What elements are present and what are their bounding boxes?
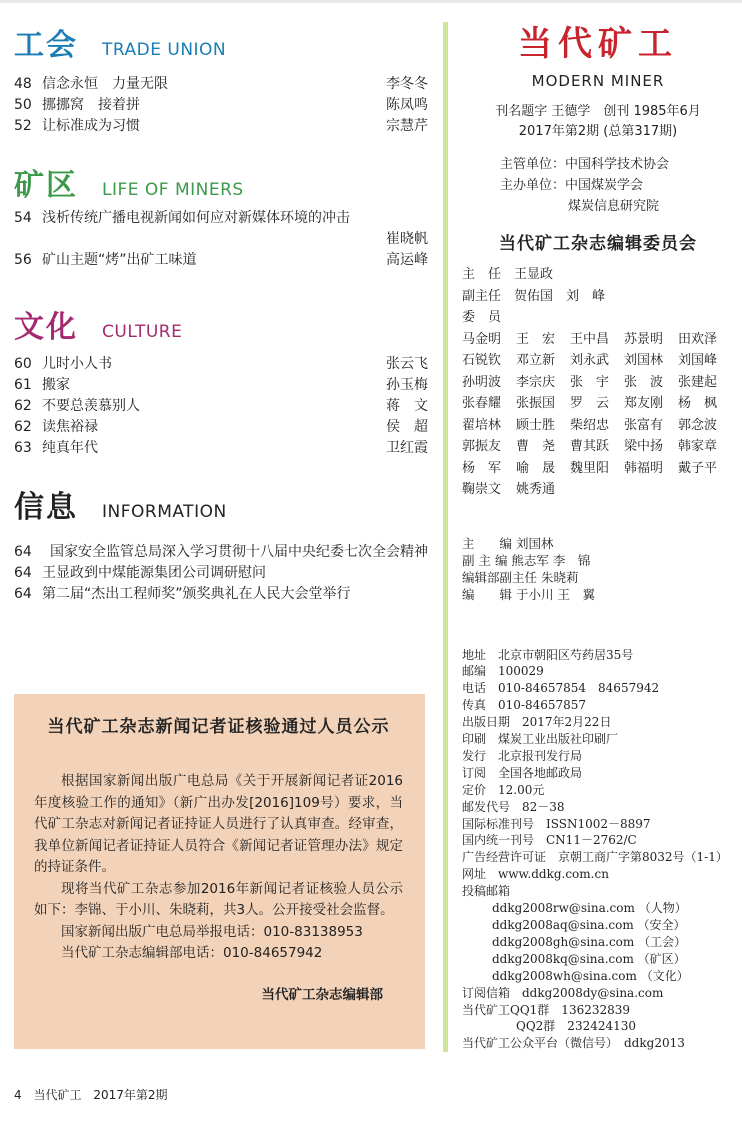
editors-list bbox=[462, 535, 734, 603]
board-member: 曹其跃 bbox=[570, 439, 610, 454]
footer-magazine-name: 当代矿工 bbox=[33, 1088, 82, 1102]
notice-hotline: 国家新闻出版广电总局举报电话：010-83138953 bbox=[61, 923, 363, 940]
board-member: 田欢泽 bbox=[678, 331, 718, 347]
page-number: 64 bbox=[14, 586, 32, 602]
editorial-board bbox=[462, 264, 734, 501]
contact-info bbox=[462, 647, 734, 1053]
board-member: 张春耀 bbox=[462, 396, 502, 411]
board-member: 邓立新 bbox=[516, 353, 556, 368]
board-member: 姚秀通 bbox=[516, 482, 556, 497]
section-title-cn: 文化 bbox=[14, 310, 78, 345]
article-title: 王显政到中煤能源集团公司调研慰问 bbox=[42, 565, 266, 581]
masthead-column bbox=[462, 22, 734, 1052]
board-member: 曹 尧 bbox=[516, 439, 556, 454]
board-member: 马金明 bbox=[462, 331, 502, 347]
board-member: 郭振友 bbox=[462, 439, 502, 454]
article-title: 搬家 bbox=[42, 377, 70, 393]
section-trade-union bbox=[14, 20, 428, 160]
notice-phone: 当代矿工杂志编辑部电话：010-84657942 bbox=[61, 945, 323, 961]
page-number: 61 bbox=[14, 377, 32, 393]
page-number: 50 bbox=[14, 97, 32, 113]
article-title: 纯真年代 bbox=[42, 440, 98, 456]
board-member: 韩家章 bbox=[678, 439, 718, 454]
board-members bbox=[462, 329, 734, 501]
section-culture bbox=[14, 302, 428, 482]
author: 侯 超 bbox=[386, 419, 428, 435]
board-member: 戴子平 bbox=[678, 460, 718, 476]
notice-paragraph-1: 根据国家新闻出版广电总局《关于开展新闻记者证2016年度核验工作的通知》（新广出办发[2016]109号）要求，当代矿工杂志对新闻记者证持证人员进行了认真审查。经审查，我单位新闻记者证持证人员符合《新闻记者证管理办法》规定的持证条件。 bbox=[34, 773, 403, 875]
board-member: 郑友刚 bbox=[624, 396, 664, 411]
contact-line: 印刷 煤炭工业出版社印刷厂 bbox=[462, 732, 619, 747]
editors: 编 辑 于小川 王 翼 bbox=[462, 586, 595, 602]
founding-info: 刊名题字 王德学 创刊 1985年6月 bbox=[495, 104, 701, 119]
toc-entry[interactable] bbox=[14, 250, 428, 271]
toc-entry[interactable] bbox=[14, 417, 428, 438]
article-title: 国家安全监管总局深入学习贯彻十八届中央纪委七次全会精神 bbox=[50, 544, 428, 560]
board-member: 喻 晟 bbox=[516, 460, 556, 476]
board-vice: 副主任 贺佑国 刘 峰 bbox=[462, 288, 606, 304]
contact-line: 定价 12.00元 bbox=[462, 782, 545, 797]
submission-email[interactable]: ddkg2008rw@sina.com （人物） bbox=[492, 901, 687, 916]
contact-line: 地址 北京市朝阳区芍药居35号 bbox=[462, 647, 634, 662]
magazine-logo: 当代矿工 bbox=[518, 24, 678, 64]
top-rule bbox=[0, 0, 742, 3]
page-number: 48 bbox=[14, 76, 32, 92]
board-member: 魏里阳 bbox=[570, 460, 610, 476]
author: 宗慧芹 bbox=[386, 118, 428, 134]
contact-line: 广告经营许可证 京朝工商广字第8032号（1-1） bbox=[462, 850, 728, 865]
contact-line: 订阅 全国各地邮政局 bbox=[462, 765, 583, 780]
article-title: 挪挪窝 接着拼 bbox=[42, 97, 140, 113]
contact-line: 电话 010-84657854 84657942 bbox=[462, 681, 660, 696]
section-title-en: INFORMATION bbox=[102, 502, 227, 522]
board-member: 苏景明 bbox=[624, 331, 664, 347]
board-member: 柴绍忠 bbox=[570, 417, 610, 433]
submission-email[interactable]: ddkg2008kq@sina.com （矿区） bbox=[492, 951, 686, 966]
board-member: 梁中扬 bbox=[624, 439, 664, 454]
table-of-contents bbox=[14, 20, 428, 642]
toc-entry-author bbox=[14, 229, 428, 250]
section-title-cn: 工会 bbox=[14, 28, 78, 63]
board-member: 翟培林 bbox=[462, 417, 502, 433]
contact-line: 邮发代号 82－38 bbox=[462, 799, 565, 814]
article-title: 矿山主题“烤”出矿工味道 bbox=[42, 252, 197, 268]
notice-paragraph-2: 现将当代矿工杂志参加2016年新闻记者证核验人员公示如下：李锦、于小川、朱晓莉，共3人。公开接受社会监督。 bbox=[34, 880, 403, 918]
toc-entry[interactable] bbox=[14, 584, 428, 605]
contact-line: 出版日期 2017年2月22日 bbox=[462, 715, 612, 730]
column-divider bbox=[443, 22, 448, 1052]
article-title: 第二届“杰出工程师奖”颁奖典礼在人民大会堂举行 bbox=[42, 586, 351, 602]
page-number: 52 bbox=[14, 118, 32, 134]
office-director: 编辑部副主任 朱晓莉 bbox=[462, 569, 579, 585]
notice-title: 当代矿工杂志新闻记者证核验通过人员公示 bbox=[47, 717, 390, 737]
article-title: 读焦裕禄 bbox=[42, 419, 98, 435]
author: 崔晓帆 bbox=[386, 231, 428, 247]
author: 高运峰 bbox=[386, 252, 428, 268]
page-number: 64 bbox=[14, 565, 32, 581]
author: 蒋 文 bbox=[386, 398, 428, 414]
subscription-email[interactable]: 订阅信箱 ddkg2008dy@sina.com bbox=[462, 985, 664, 1000]
article-title: 让标准成为习惯 bbox=[42, 118, 140, 134]
section-title-en: TRADE UNION bbox=[102, 40, 227, 60]
board-members-label: 委 员 bbox=[462, 310, 502, 325]
author: 卫红霞 bbox=[386, 440, 428, 456]
board-member: 郭念波 bbox=[678, 417, 718, 433]
page-number: 54 bbox=[14, 210, 32, 226]
submission-email[interactable]: ddkg2008gh@sina.com （工会） bbox=[492, 934, 687, 949]
toc-entry[interactable] bbox=[14, 542, 428, 563]
board-member: 李宗庆 bbox=[516, 374, 556, 390]
sponsor-supervisor: 主管单位：中国科学技术协会 bbox=[500, 157, 670, 172]
board-member: 刘国林 bbox=[624, 353, 664, 368]
board-member: 鞠崇文 bbox=[462, 482, 502, 497]
contact-line: 国内统一刊号 CN11－2762/C bbox=[462, 833, 637, 848]
board-director: 主 任 王显政 bbox=[462, 267, 554, 282]
contact-line[interactable]: 网址 www.ddkg.com.cn bbox=[462, 867, 609, 882]
page-number: 62 bbox=[14, 398, 32, 414]
board-member: 刘永武 bbox=[570, 353, 610, 368]
author: 陈凤鸣 bbox=[386, 97, 428, 113]
toc-entry[interactable] bbox=[14, 74, 428, 95]
toc-entry[interactable] bbox=[14, 116, 428, 137]
board-member: 王 宏 bbox=[516, 331, 556, 347]
wechat-account: 当代矿工公众平台（微信号） ddkg2013 bbox=[462, 1036, 685, 1051]
board-member: 张 宇 bbox=[570, 374, 610, 390]
board-member: 顾士胜 bbox=[516, 417, 556, 433]
sponsor-organizer-2: 煤炭信息研究院 bbox=[568, 199, 660, 214]
page-number: 60 bbox=[14, 356, 32, 372]
board-member: 罗 云 bbox=[570, 396, 610, 411]
board-member: 石锐钦 bbox=[462, 353, 502, 368]
board-member: 杨 军 bbox=[462, 460, 502, 476]
submission-email[interactable]: ddkg2008aq@sina.com （安全） bbox=[492, 918, 686, 932]
footer-issue: 2017年第2期 bbox=[93, 1088, 168, 1102]
toc-entry[interactable] bbox=[14, 375, 428, 396]
board-member: 张振国 bbox=[516, 396, 556, 411]
section-title-cn: 信息 bbox=[14, 490, 78, 525]
section-information bbox=[14, 482, 428, 642]
page-number: 64 bbox=[14, 544, 32, 560]
submission-email[interactable]: ddkg2008wh@sina.com （文化） bbox=[492, 968, 689, 983]
section-title-en: LIFE OF MINERS bbox=[102, 180, 244, 200]
author: 张云飞 bbox=[386, 356, 428, 372]
magazine-title-en: MODERN MINER bbox=[531, 72, 665, 90]
board-member: 刘国峰 bbox=[678, 353, 718, 368]
section-life-of-miners bbox=[14, 160, 428, 302]
board-member: 张 波 bbox=[624, 374, 664, 390]
toc-entry[interactable] bbox=[14, 438, 428, 459]
section-title-en: CULTURE bbox=[102, 322, 183, 342]
board-member: 张富有 bbox=[624, 417, 664, 433]
toc-entry[interactable] bbox=[14, 208, 428, 229]
toc-entry[interactable] bbox=[14, 95, 428, 116]
deputy-editor: 副 主 编 熊志军 李 锦 bbox=[462, 552, 591, 568]
qq-group-2: QQ2群 232424130 bbox=[516, 1019, 637, 1034]
author: 孙玉梅 bbox=[386, 377, 428, 393]
toc-entry[interactable] bbox=[14, 563, 428, 584]
article-title: 儿时小人书 bbox=[42, 356, 112, 372]
author: 李冬冬 bbox=[386, 76, 428, 92]
notice-box bbox=[14, 694, 425, 1049]
board-member: 孙明波 bbox=[462, 374, 502, 390]
qq-group-1: 当代矿工QQ1群 136232839 bbox=[462, 1002, 631, 1017]
board-member: 韩福明 bbox=[624, 460, 664, 476]
board-member: 张建起 bbox=[678, 374, 718, 390]
section-title-cn: 矿区 bbox=[14, 168, 78, 203]
contact-line: 投稿邮箱 bbox=[462, 884, 511, 899]
board-title: 当代矿工杂志编辑委员会 bbox=[499, 234, 697, 254]
article-title: 信念永恒 力量无限 bbox=[42, 76, 168, 92]
article-title: 不要总羡慕别人 bbox=[42, 398, 140, 414]
page-number: 56 bbox=[14, 252, 32, 268]
notice-signature: 当代矿工杂志编辑部 bbox=[261, 986, 383, 1003]
footer-page-number: 4 bbox=[14, 1088, 22, 1102]
board-member: 王中昌 bbox=[570, 331, 610, 347]
page-number: 63 bbox=[14, 440, 32, 456]
board-member: 杨 枫 bbox=[678, 396, 718, 411]
contact-line: 发行 北京报刊发行局 bbox=[462, 748, 583, 763]
page-number: 62 bbox=[14, 419, 32, 435]
article-title: 浅析传统广播电视新闻如何应对新媒体环境的冲击 bbox=[42, 210, 350, 226]
contact-line: 国际标准刊号 ISSN1002－8897 bbox=[462, 816, 651, 831]
toc-entry[interactable] bbox=[14, 354, 428, 375]
issue-info: 2017年第2期 (总第317期) bbox=[518, 124, 678, 139]
page-footer bbox=[14, 1086, 176, 1103]
contact-line: 传真 010-84657857 bbox=[462, 698, 587, 713]
chief-editor: 主 编 刘国林 bbox=[462, 535, 554, 551]
toc-entry[interactable] bbox=[14, 396, 428, 417]
sponsor-organizer: 主办单位：中国煤炭学会 bbox=[500, 178, 644, 193]
contact-line: 邮编 100029 bbox=[462, 664, 544, 679]
